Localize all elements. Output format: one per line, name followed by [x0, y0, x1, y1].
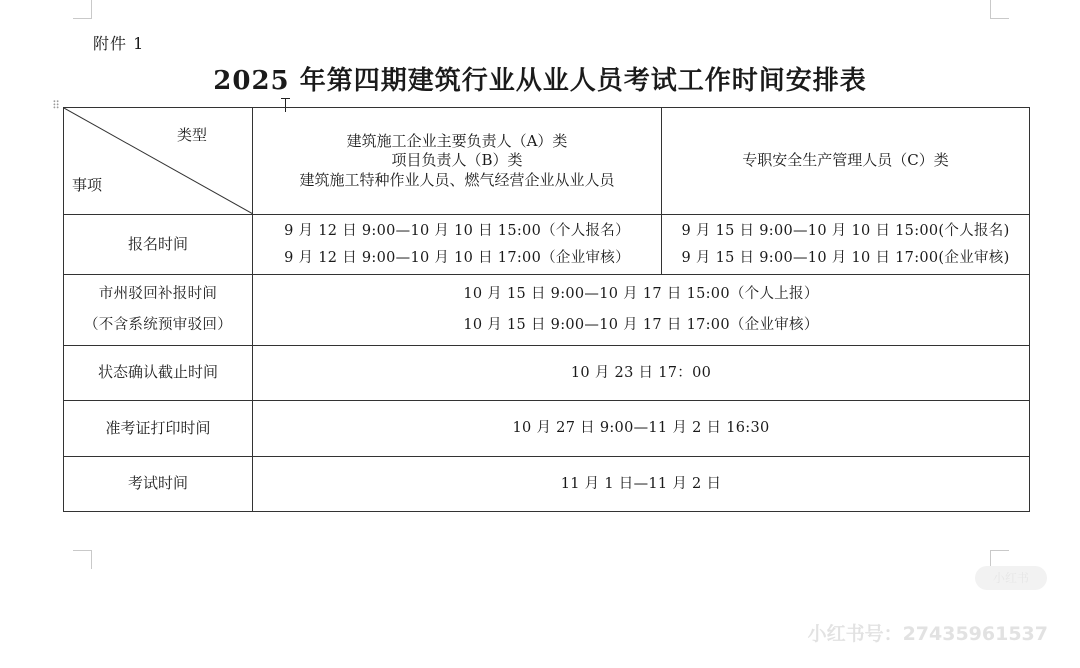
signup-c-personal: 9 月 15 日 9:00—10 月 10 日 15:00(个人报名)	[681, 222, 1010, 239]
table-row-status-confirm	[64, 346, 1030, 401]
item-header-label: 事项	[72, 176, 103, 194]
return-resubmit-enterprise: 10 月 15 日 9:00—10 月 17 日 17:00（企业审核）	[463, 317, 819, 333]
table-move-handle-icon[interactable]: ⠿	[52, 99, 61, 112]
table-row-exam	[64, 457, 1030, 512]
return-resubmit-personal: 10 月 15 日 9:00—10 月 17 日 15:00（个人上报）	[463, 286, 819, 302]
table-header-row	[64, 108, 1030, 215]
header-category-a: 建筑施工企业主要负责人（A）类	[346, 131, 568, 150]
table-row-admit-print	[64, 401, 1030, 457]
watermark-text: 小红书号：27435961537	[807, 623, 1048, 645]
signup-time-c	[662, 215, 1030, 275]
attachment-label: 附件 1	[93, 34, 145, 53]
admit-print-label: 准考证打印时间	[64, 401, 253, 457]
return-resubmit-time	[253, 275, 1030, 346]
diagonal-line	[64, 108, 253, 214]
return-resubmit-label-line2: （不含系统预审驳回）	[84, 317, 232, 333]
signup-time-ab	[253, 215, 662, 275]
exam-time: 11 月 1 日—11 月 2 日	[253, 457, 1030, 512]
page-corner-mark-top-left	[73, 0, 92, 19]
document-title: 2025 年第四期建筑行业从业人员考试工作时间安排表	[213, 66, 867, 96]
page-corner-mark-top-right	[990, 0, 1009, 19]
signup-c-enterprise: 9 月 15 日 9:00—10 月 10 日 17:00(企业审核)	[681, 249, 1010, 266]
table-row-return-resubmit	[64, 275, 1030, 346]
type-header-label: 类型	[177, 126, 208, 144]
table-row-signup	[64, 215, 1030, 275]
signup-ab-enterprise: 9 月 12 日 9:00—10 月 10 日 17:00（企业审核）	[284, 249, 630, 266]
signup-label: 报名时间	[64, 215, 253, 275]
page-corner-mark-bottom-left	[73, 550, 92, 569]
status-confirm-label: 状态确认截止时间	[64, 346, 253, 401]
return-resubmit-label-line1: 市州驳回补报时间	[98, 286, 218, 302]
watermark-logo: 小红书	[975, 566, 1047, 590]
header-category-abc	[253, 108, 662, 215]
status-confirm-time: 10 月 23 日 17：00	[253, 346, 1030, 401]
header-category-c: 专职安全生产管理人员（C）类	[662, 108, 1030, 215]
exam-label: 考试时间	[64, 457, 253, 512]
header-category-b: 项目负责人（B）类	[391, 151, 523, 170]
admit-print-time: 10 月 27 日 9:00—11 月 2 日 16:30	[253, 401, 1030, 457]
diagonal-header-cell	[64, 108, 253, 215]
return-resubmit-label	[64, 275, 253, 346]
header-category-special: 建筑施工特种作业人员、燃气经营企业从业人员	[299, 170, 615, 189]
signup-ab-personal: 9 月 12 日 9:00—10 月 10 日 15:00（个人报名）	[284, 222, 630, 239]
schedule-table	[63, 107, 1030, 512]
